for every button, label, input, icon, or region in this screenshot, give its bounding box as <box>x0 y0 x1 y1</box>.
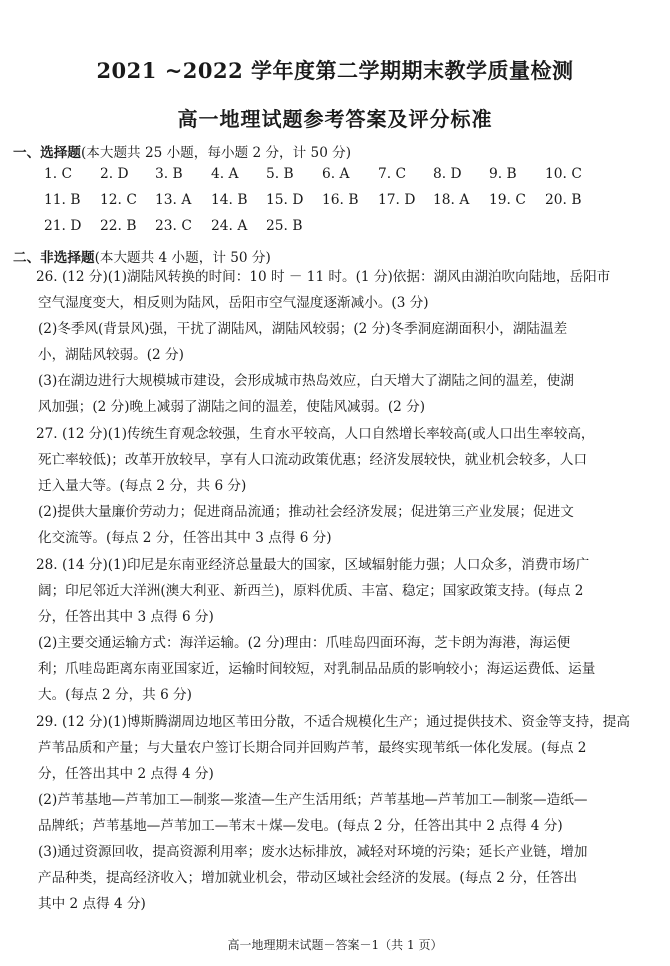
choice-answer: 16. B <box>322 192 359 208</box>
question-answer-line: 迁入量大等。(每点 2 分，共 6 分) <box>38 478 247 494</box>
question-answer-start: 27. (12 分)(1)传统生育观念较强，生育水平较高，人口自然增长率较高(或人口出生率较高， <box>36 426 595 442</box>
question-answer-line: (2)冬季风(背景风)强，干扰了湖陆风，湖陆风较弱；(2 分)冬季洞庭湖面积小，湖陆温差 <box>38 321 568 337</box>
section1-heading <box>13 141 351 161</box>
choice-answer: 14. B <box>211 192 248 208</box>
choice-answer: 20. B <box>545 192 582 208</box>
question-answer-start: 26. (12 分)(1)湖陆风转换的时间：10 时 － 11 时。(1 分)依据：湖风由湖泊吹向陆地，岳阳市 <box>36 269 611 285</box>
question-answer-line: 大。(每点 2 分，共 6 分) <box>38 687 192 703</box>
choice-answer: 11. B <box>44 192 81 208</box>
page-footer: 高一地理期末试题－答案－1（共 1 页） <box>227 938 443 952</box>
choice-answer: 15. D <box>266 192 304 208</box>
choice-answer: 1. C <box>44 166 73 182</box>
choice-answer: 23. C <box>155 218 192 234</box>
choice-answer: 18. A <box>433 192 470 208</box>
question-answer-start: 28. (14 分)(1)印尼是东南亚经济总量最大的国家，区域辐射能力强；人口众多，消费市场广 <box>36 557 590 573</box>
question-answer-line: 死亡率较低)；改革开放较早，享有人口流动政策优惠；经济发展较快，就业机会较多，人口 <box>38 452 588 468</box>
choice-answer: 25. B <box>266 218 303 234</box>
question-answer-line: 化交流等。(每点 2 分，任答出其中 3 点得 6 分) <box>38 530 332 546</box>
question-answer-line: 小，湖陆风较弱。(2 分) <box>38 347 184 363</box>
choice-answer: 13. A <box>155 192 192 208</box>
question-answer-line: (3)通过资源回收，提高资源利用率；废水达标排放，减轻对环境的污染；延长产业链，增加 <box>38 844 588 860</box>
question-answer-line: 分，任答出其中 3 点得 6 分) <box>38 609 214 625</box>
question-answer-line: 其中 2 点得 4 分) <box>38 896 146 912</box>
section1-title: 一、选择题 <box>13 145 81 161</box>
question-answer-line: 利；爪哇岛距离东南亚国家近，运输时间较短，对乳制品品质的影响较小；海运运费低、运量 <box>38 661 596 677</box>
choice-answer: 7. C <box>378 166 407 182</box>
question-answer-line: (3)在湖边进行大规模城市建设，会形成城市热岛效应，白天增大了湖陆之间的温差，使湖 <box>38 373 574 389</box>
question-answer-line: 产品种类，提高经济收入；增加就业机会，带动区域社会经济的发展。(每点 2 分，任答出 <box>38 870 578 886</box>
question-answer-line: 分，任答出其中 2 点得 4 分) <box>38 766 214 782</box>
choice-answer: 5. B <box>266 166 294 182</box>
choice-answer: 10. C <box>545 166 582 182</box>
choice-answer: 4. A <box>211 166 239 182</box>
question-answer-line: (2)芦苇基地—芦苇加工—制浆—浆渣—生产生活用纸；芦苇基地—芦苇加工—制浆—造纸— <box>38 792 588 808</box>
choice-answer: 19. C <box>489 192 526 208</box>
section1-note: (本大题共 25 小题，每小题 2 分，计 50 分) <box>80 145 352 161</box>
exam-title: 2021 ~2022 学年度第二学期期末教学质量检测 <box>96 58 574 83</box>
question-answer-line: 阔；印尼邻近大洋洲(澳大利亚、新西兰)，原料优质、丰富、稳定；国家政策支持。(每点 2 <box>38 583 584 599</box>
question-answer-line: 芦苇品质和产量；与大量农户签订长期合同并回购芦苇，最终实现苇纸一体化发展。(每点 2 <box>38 740 587 756</box>
question-answer-start: 29. (12 分)(1)博斯腾湖周边地区苇田分散，不适合规模化生产；通过提供技术、资金等支持，提高 <box>36 714 630 730</box>
question-answer-line: (2)主要交通运输方式：海洋运输。(2 分)理由：爪哇岛四面环海，芝卡朗为海港，海运便 <box>38 635 571 651</box>
section2-heading <box>13 246 271 266</box>
choice-answer: 3. B <box>155 166 183 182</box>
question-answer-line: (2)提供大量廉价劳动力；促进商品流通；推动社会经济发展；促进第三产业发展；促进文 <box>38 504 574 520</box>
choice-answer: 9. B <box>489 166 517 182</box>
choice-answer: 6. A <box>322 166 350 182</box>
answer-key-subtitle: 高一地理试题参考答案及评分标准 <box>177 107 493 131</box>
question-answer-line: 品牌纸；芦苇基地—芦苇加工—苇末＋煤—发电。(每点 2 分，任答出其中 2 点得 4 分) <box>38 818 563 834</box>
question-answer-line: 空气湿度变大，相反则为陆风，岳阳市空气湿度逐渐减小。(3 分) <box>38 295 429 311</box>
choice-answer: 17. D <box>378 192 416 208</box>
choice-answer: 21. D <box>44 218 82 234</box>
choice-answer: 8. D <box>433 166 462 182</box>
choice-answer: 2. D <box>100 166 129 182</box>
choice-answer: 24. A <box>211 218 248 234</box>
choice-answer: 22. B <box>100 218 137 234</box>
choice-answer: 12. C <box>100 192 137 208</box>
section2-note: (本大题共 4 小题，计 50 分) <box>94 250 271 266</box>
question-answer-line: 风加强；(2 分)晚上减弱了湖陆之间的温差，使陆风减弱。(2 分) <box>38 399 425 415</box>
section2-title: 二、非选择题 <box>13 250 95 266</box>
